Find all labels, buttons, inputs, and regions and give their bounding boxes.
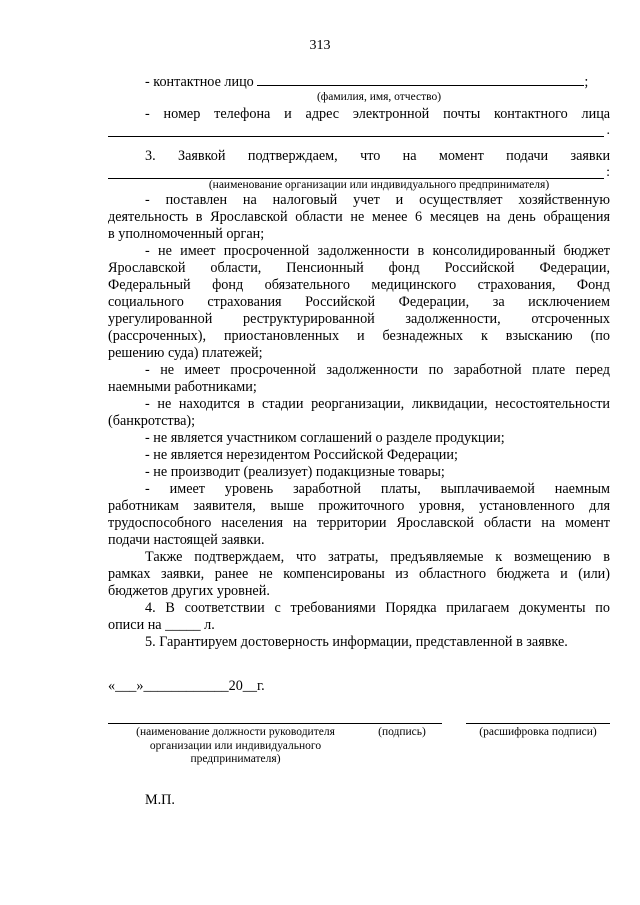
section5-paragraph: 5. Гарантируем достоверность информации, представленной в заявке. <box>145 634 568 650</box>
contact-end-mark: ; <box>584 74 589 90</box>
document-body: - контактное лицо ; (фамилия, имя, отчество) - номер телефона и адрес электронной почты контактного лица . 3. Заявкой подтверждаем, что на момент подачи заявки : (наименование организации или индивидуального предпринимателя) - поставлен на налоговый учет и осуществляет хозяйственную деятельность в Ярославской области не менее 6 месяцев на день обращения в уполномоченный орган; - не имеет просроченной задолженности в консолидированный бюджет Ярославской области, Пенсионный фонд Российской Федерации, Федеральный фонд обязательного медицинского страхования, Фонд социального страхования Российской Федерации, за исключением урегулированной реструктурированной задолженности, отсроченных (рассроченных), приостановленных и безнадежных к взысканию (по решению суда) платежей; - не имеет просроченной задолженности по заработной плате перед наемными работниками; - не находится в стадии реорганизации, ликвидации, несостоятельности (банкротства); - не является участником соглашений о разделе продукции; - не является нерезидентом Российской Федерации; - не производит (реализует) подакцизные товары; - имеет уровень заработной платы, выплачиваемой наемным работникам заявителя, выше прожиточного уровня, установленного для трудоспособного населения на территории Ярославской области на момент подачи настоящей заявки. Также подтверждаем, что затраты, предъявляемые к возмещению в рамках заявки, ранее не компенсированы из областного бюджета и (или) бюджетов других уровней. 4. В соответствии с требованиями Порядка прилагаем документы по описи на _____ л. 5. Гарантируем достоверность информации, представленной в заявке. <box>108 74 610 650</box>
page-number: 313 <box>309 38 331 53</box>
organization-name-hint: (наименование организации или индивидуального предпринимателя) <box>208 179 550 191</box>
sign-block <box>362 723 442 740</box>
item-tax-registration: - поставлен на налоговый учет и осуществляет хозяйственную <box>145 192 610 208</box>
item-not-psa-participant: - не является участником соглашений о разделе продукции; <box>145 430 505 446</box>
confirm-paragraph: Также подтверждаем, что затраты, предъявляемые к возмещению в <box>145 549 610 565</box>
section3-first-line: 3. Заявкой подтверждаем, что на момент подачи заявки <box>145 148 610 164</box>
contact-person-blank <box>257 73 584 86</box>
item-no-salary-debt: - не имеет просроченной задолженности по заработной плате перед <box>145 362 610 378</box>
sign-hint: (подпись) <box>362 723 442 740</box>
stamp-place: М.П. <box>145 792 175 808</box>
phone-email-line: - номер телефона и адрес электронной почты контактного лица <box>145 106 610 122</box>
position-hint: (наименование должности руководителя организации или индивидуального предпринимателя) <box>108 723 363 767</box>
decode-signature-block <box>466 723 610 740</box>
item-not-nonresident: - не является нерезидентом Российской Федерации; <box>145 447 458 463</box>
contact-person-label: - контактное лицо <box>145 74 254 90</box>
section4-paragraph: 4. В соответствии с требованиями Порядка прилагаем документы по <box>145 600 610 616</box>
date-line: «___»____________20__г. <box>108 678 265 694</box>
organization-name-blank: : <box>108 165 604 179</box>
item-no-budget-debt: - не имеет просроченной задолженности в консолидированный бюджет <box>145 243 610 259</box>
contact-person-hint: (фамилия, имя, отчество) <box>316 91 442 103</box>
phone-email-blank: . <box>108 123 604 137</box>
item-no-excise-goods: - не производит (реализует) подакцизные товары; <box>145 464 445 480</box>
decode-hint: (расшифровка подписи) <box>466 723 610 740</box>
contact-person-line <box>108 73 610 91</box>
item-not-reorganizing: - не находится в стадии реорганизации, ликвидации, несостоятельности <box>145 396 610 412</box>
position-signature-block <box>108 723 363 767</box>
item-salary-level: - имеет уровень заработной платы, выплачиваемой наемным <box>145 481 610 497</box>
